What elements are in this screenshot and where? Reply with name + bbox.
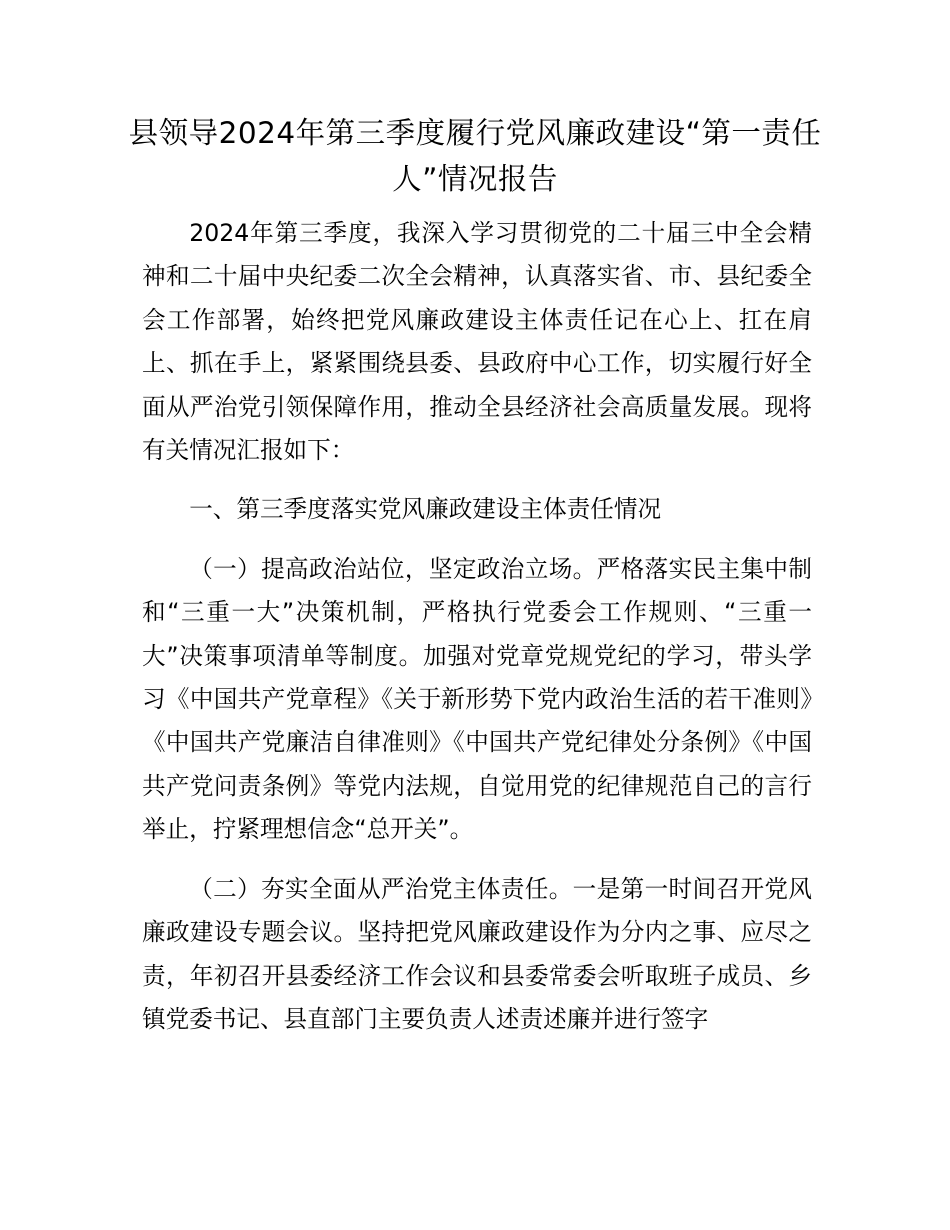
subsection-paragraph-2: （二）夯实全面从严治党主体责任。一是第一时间召开党风廉政建设专题会议。坚持把党风廉政建设作为分内之事、应尽之责，年初召开县委经济工作会议和县委常委会听取班子成员、乡镇党委书记、县直部门主要负责人述责述廉并进行签字 <box>142 874 812 1033</box>
section-heading: 一、第三季度落实党风廉政建设主体责任情况 <box>189 495 662 524</box>
intro-paragraph: 2024年第三季度，我深入学习贯彻党的二十届三中全会精神和二十届中央纪委二次全会精神，认真落实省、市、县纪委全会工作部署，始终把党风廉政建设主体责任记在心上、扛在肩上、抓在手上，紧紧围绕县委、县政府中心工作，切实履行好全面从严治党引领保障作用，推动全县经济社会高质量发展。现将有关情况汇报如下： <box>142 219 812 465</box>
document-body <box>142 212 812 1041</box>
document-title: 县领导2024年第三季度履行党风廉政建设“第一责任人”情况报告 <box>128 116 822 196</box>
subsection-paragraph-1: （一）提高政治站位，坚定政治立场。严格落实民主集中制和“三重一大”决策机制，严格执行党委会工作规则、“三重一大”决策事项清单等制度。加强对党章党规党纪的学习，带头学习《中国共产党章程》《关于新形势下党内政治生活的若干准则》《中国共产党廉洁自律准则》《中国共产党纪律处分条例》《中国共产党问责条例》等党内法规，自觉用党的纪律规范自己的言行举止，拧紧理想信念“总开关”。 <box>142 554 812 844</box>
